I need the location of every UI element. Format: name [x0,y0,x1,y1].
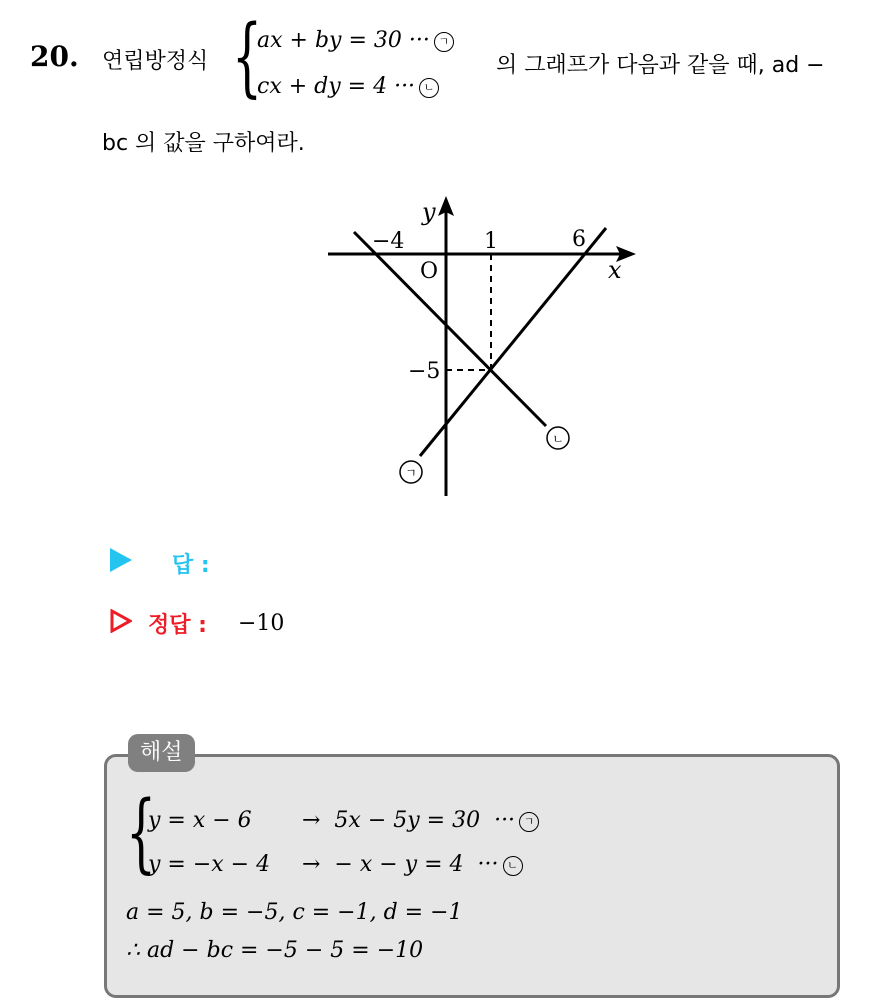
tick-label-6: 6 [572,227,586,252]
answer-label: 답 : [172,553,210,578]
explanation-tag: 해설 [128,734,195,772]
equation-2: cx + dy = 4 ··· ㄴ [257,74,439,99]
graph-line-1 [420,228,606,456]
question-text: 의 그래프가 다음과 같을 때, ad − [496,53,825,78]
explanation-mark-1: ㄱ [519,812,539,832]
mark-circle-2: ㄴ [419,78,439,98]
answer-arrow-icon [110,548,132,572]
x-axis-label: x [608,256,622,284]
line-1-mark: ㄱ [405,466,417,480]
question-number: 20. [30,40,79,73]
coordinate-graph [320,190,650,500]
explanation-line2-left: y = −x − 4 [148,852,271,877]
graph-line-2 [354,232,546,426]
mark-circle-1: ㄱ [434,32,454,52]
explanation-line2-right: → − x − y = 4 ··· ㄴ [302,852,523,877]
y-axis-label: y [422,198,436,226]
explanation-line4: ∴ ad − bc = −5 − 5 = −10 [126,938,424,963]
explanation-brace: { [126,783,157,883]
explanation-line3: a = 5, b = −5, c = −1, d = −1 [126,900,463,925]
explanation-mark-2: ㄴ [503,856,523,876]
tick-label-neg4: −4 [372,229,405,254]
origin-label: O [420,259,439,284]
solution-arrow-icon [110,609,132,633]
equation-1: ax + by = 30 ··· ㄱ [257,28,454,53]
line-2-mark: ㄴ [552,432,564,446]
tick-label-neg5: −5 [408,359,441,384]
system-brace: { [232,7,263,107]
solution-label: 정답 : [148,613,207,638]
question-intro: 연립방정식 [102,49,209,74]
question-text-line2: bc 의 값을 구하여라. [102,131,305,156]
tick-label-1: 1 [484,229,498,254]
explanation-line1-left: y = x − 6 [148,808,252,833]
solution-value: −10 [238,611,285,636]
explanation-line1-right: → 5x − 5y = 30 ··· ㄱ [302,808,539,833]
